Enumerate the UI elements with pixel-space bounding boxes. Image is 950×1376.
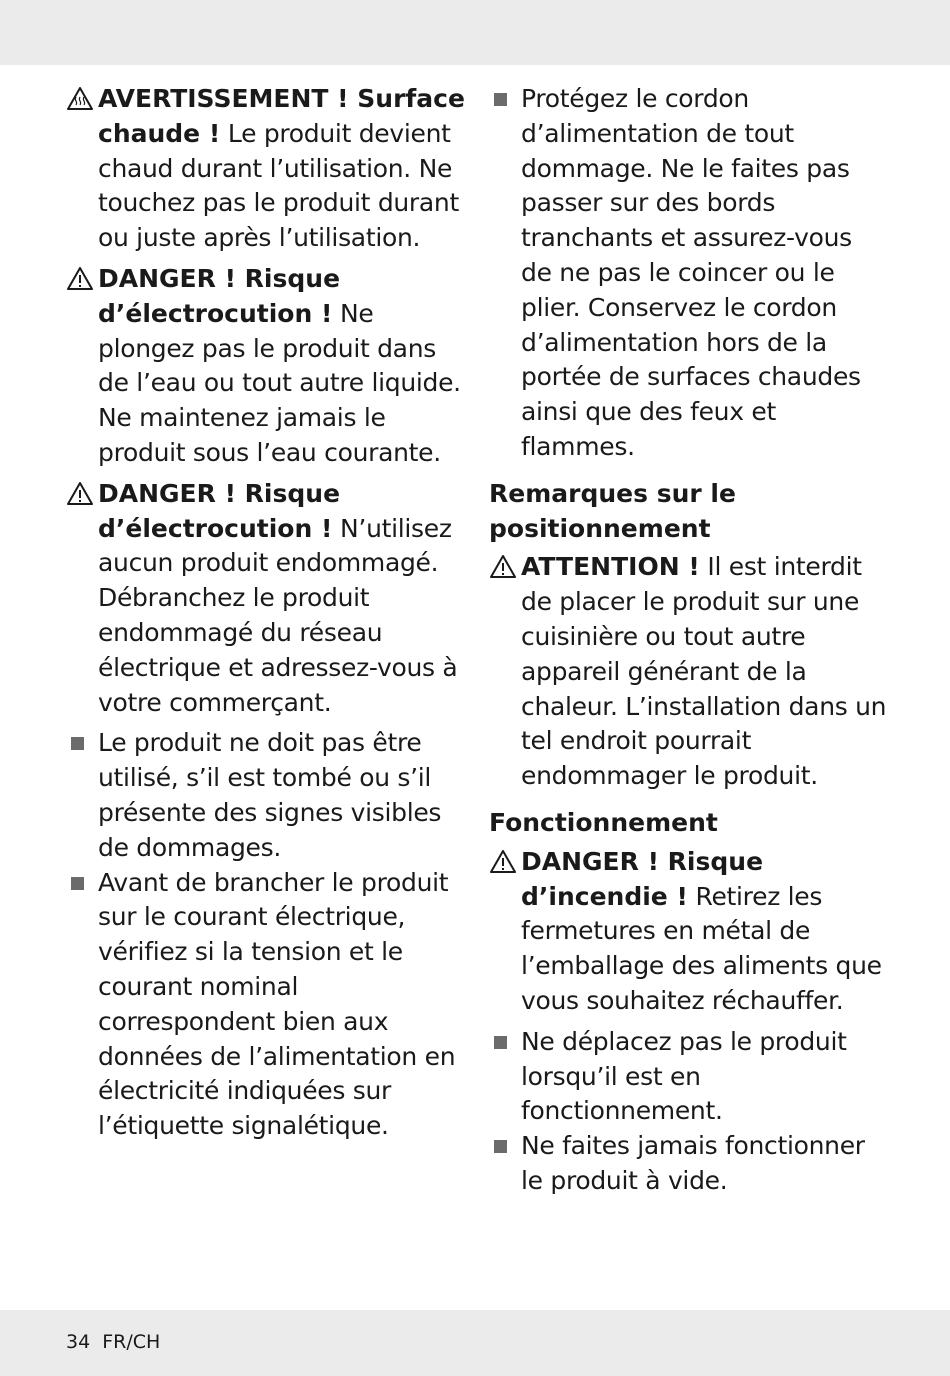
warning-triangle-icon xyxy=(66,477,96,511)
attention-warning xyxy=(489,550,889,794)
list-item-text: Ne faites jamais fonctionner le produit à vide. xyxy=(521,1131,865,1195)
warning-text: Ne plongez pas le produit dans de l’eau ou tout autre liquide. Ne maintenez jamais le produit sous l’eau courante. xyxy=(98,298,461,467)
page-footer xyxy=(66,1331,172,1353)
list-item xyxy=(489,1025,889,1129)
page-number: 34 xyxy=(66,1331,91,1353)
language-code: FR/CH xyxy=(102,1331,161,1353)
list-item-text: Protégez le cordon d’alimentation de tout dommage. Ne le faites pas passer sur des bords tranchants et assurez-vous de ne pas le coincer ou le plier. Conservez le cordon d’alimentation hors de la portée de surfaces chaudes ainsi que des feux et flammes. xyxy=(521,84,861,461)
warning-text: Le produit devient chaud durant l’utilisation. Ne touchez pas le produit durant ou juste après l’utilisation. xyxy=(98,118,459,253)
warning-title: AVERTISSEMENT ! Surface chaude ! xyxy=(98,84,465,148)
list-item xyxy=(66,726,466,865)
list-item-text: Ne déplacez pas le produit lorsqu’il est en fonctionnement. xyxy=(521,1026,847,1126)
warning-title: DANGER ! Risque d’électrocution ! xyxy=(98,263,341,328)
warning-triangle-icon xyxy=(66,262,96,296)
square-bullet-icon xyxy=(494,93,507,106)
square-bullet-icon xyxy=(71,877,84,890)
header-band xyxy=(0,0,950,65)
warning-text: Il est interdit de placer le produit sur une cuisinière ou tout autre appareil générant de la chaleur. L’installation dans un tel endroit pourrait endommager le produit. xyxy=(521,552,887,791)
list-item-text: Avant de brancher le produit sur le courant électrique, vérifiez si la tension et le courant nominal correspondent bien aux données de l’alimentation en électricité indiquées sur l’étiquette signalétique. xyxy=(98,867,456,1141)
list-item-text: Le produit ne doit pas être utilisé, s’il est tombé ou s’il présente des signes visibles de dommages. xyxy=(98,728,442,862)
hot-surface-warning-icon xyxy=(66,82,96,116)
square-bullet-icon xyxy=(494,1036,507,1049)
warning-triangle-icon xyxy=(489,845,519,879)
warning-text: Retirez les fermetures en métal de l’emballage des aliments que vous souhaitez réchauffer. xyxy=(521,881,882,1015)
warning-triangle-icon xyxy=(489,550,519,584)
warning-title: ATTENTION ! xyxy=(521,552,700,582)
list-item xyxy=(66,866,466,1144)
square-bullet-icon xyxy=(71,737,84,750)
section-heading-positioning: Remarques sur le positionnement xyxy=(489,478,736,543)
square-bullet-icon xyxy=(494,1140,507,1153)
danger-fire-warning xyxy=(489,845,889,1019)
warning-hot-surface xyxy=(66,82,466,256)
danger-electrocution-1 xyxy=(66,262,466,471)
left-column xyxy=(66,82,466,1144)
warning-title: DANGER ! Risque d’électrocution ! xyxy=(98,478,341,543)
list-item xyxy=(489,1129,889,1199)
section-heading-operation: Fonctionnement xyxy=(489,807,718,837)
warning-title: DANGER ! Risque d’incendie ! xyxy=(521,846,764,911)
right-column xyxy=(489,82,889,1199)
list-item xyxy=(489,82,889,465)
warning-text: N’utilisez aucun produit endommagé. Débranchez le produit endommagé du réseau électrique et adressez-vous à votre commerçant. xyxy=(98,513,458,717)
danger-electrocution-2 xyxy=(66,477,466,721)
